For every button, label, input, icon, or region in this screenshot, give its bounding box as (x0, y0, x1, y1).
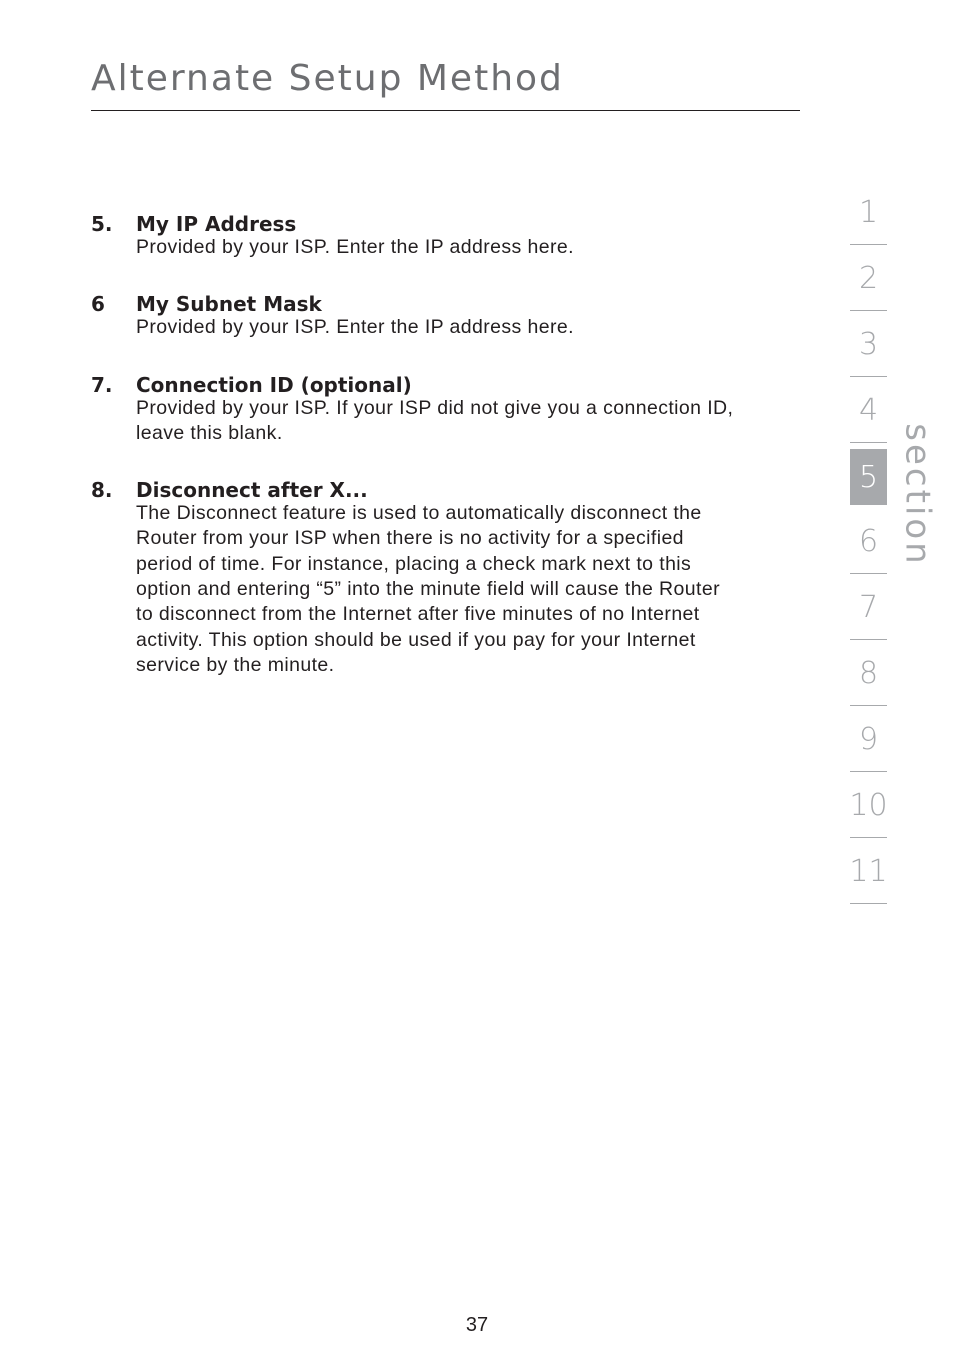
section-nav-item-10[interactable]: 10 (850, 773, 887, 838)
body-line: Router from your ISP when there is no activity for a specified (136, 527, 684, 550)
page-number: 37 (465, 1314, 489, 1336)
item-number: 8. (91, 478, 113, 503)
item-heading: Connection ID (optional) (136, 372, 412, 397)
list-item (91, 210, 811, 260)
section-nav-item-8[interactable]: 8 (850, 641, 887, 706)
body-line: leave this blank. (136, 421, 283, 444)
main-content (91, 210, 811, 708)
section-nav-item-1[interactable]: 1 (850, 180, 887, 245)
item-heading: Disconnect after X... (136, 478, 368, 503)
body-line: period of time. For instance, placing a check mark next to this (136, 552, 692, 575)
section-nav-item-4[interactable]: 4 (850, 378, 887, 443)
section-nav-item-11[interactable]: 11 (850, 839, 887, 904)
list-item (91, 371, 811, 447)
section-nav-item-2[interactable]: 2 (850, 246, 887, 311)
item-body (136, 396, 811, 447)
item-heading: My IP Address (136, 212, 297, 236)
body-line: Provided by your ISP. If your ISP did not give you a connection ID, (136, 396, 734, 419)
item-body (136, 315, 811, 340)
page-title: Alternate Setup Method (91, 58, 564, 99)
section-nav-item-5-active[interactable]: 5 (850, 449, 887, 506)
section-nav-item-6[interactable]: 6 (850, 509, 887, 574)
list-item (91, 476, 811, 678)
item-number: 6 (91, 292, 105, 317)
section-nav-item-9[interactable]: 9 (850, 707, 887, 772)
body-line: The Disconnect feature is used to automatically disconnect the (136, 502, 702, 525)
section-label (893, 423, 943, 567)
section-nav (850, 180, 887, 905)
item-heading: My Subnet Mask (136, 292, 322, 317)
section-nav-item-3[interactable]: 3 (850, 312, 887, 377)
body-line: option and entering “5” into the minute field will cause the Router (136, 578, 720, 601)
item-body (136, 235, 811, 260)
body-line: activity. This option should be used if you pay for your Internet (136, 628, 696, 651)
section-label-text: section (898, 423, 939, 567)
list-item (91, 290, 811, 340)
section-nav-item-7[interactable]: 7 (850, 575, 887, 640)
body-line: Provided by your ISP. Enter the IP address here. (136, 316, 574, 339)
body-line: Provided by your ISP. Enter the IP address here. (136, 236, 574, 258)
body-line: service by the minute. (136, 653, 335, 676)
body-line: to disconnect from the Internet after five minutes of no Internet (136, 603, 700, 626)
item-number: 5. (91, 212, 113, 236)
title-divider (91, 110, 800, 111)
item-body (136, 501, 811, 678)
item-number: 7. (91, 372, 113, 397)
